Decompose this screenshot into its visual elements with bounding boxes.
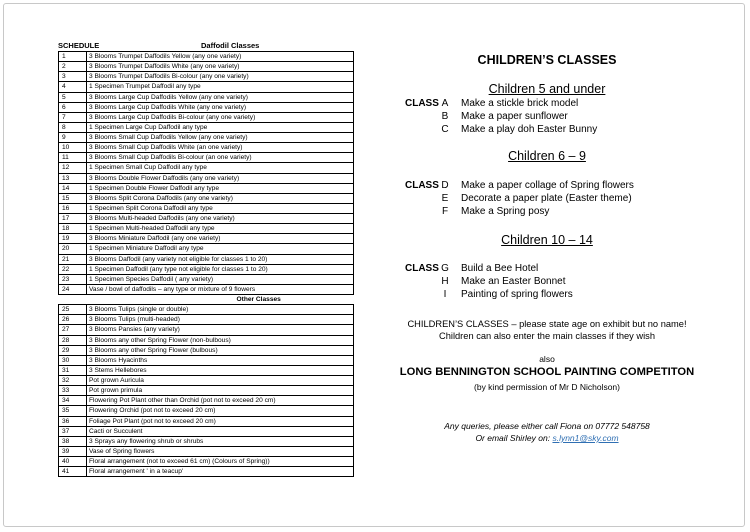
table-row	[59, 436, 354, 446]
class-letter: F	[441, 206, 449, 217]
class-number: 7	[59, 112, 87, 122]
class-number: 11	[59, 153, 87, 163]
query-line2-prefix: Or email Shirley on:	[475, 433, 551, 443]
childrens-note-line2: Children can also enter the main classes if they wish	[439, 331, 655, 341]
other-classes-heading: Other Classes	[236, 296, 281, 304]
table-row	[59, 446, 354, 456]
class-text: Make a paper sunflower	[461, 111, 568, 122]
class-description: Pot grown primula	[87, 386, 354, 396]
table-row	[59, 224, 354, 234]
table-row	[59, 193, 354, 203]
class-number: 8	[59, 122, 87, 132]
class-number: 37	[59, 426, 87, 436]
painting-competition-title: LONG BENNINGTON SCHOOL PAINTING COMPETITON	[399, 366, 695, 378]
childrens-note	[372, 318, 722, 342]
group-heading-6-9: Children 6 – 9	[508, 149, 586, 163]
class-number: 20	[59, 244, 87, 254]
class-description: Vase / bowl of daffodils – any type or mixture of 9 flowers	[87, 284, 354, 294]
class-text: Make an Easter Bonnet	[461, 276, 566, 287]
table-row	[59, 163, 354, 173]
class-number: 36	[59, 416, 87, 426]
class-number: 26	[59, 315, 87, 325]
daffodil-classes-heading: Daffodil Classes	[201, 41, 260, 50]
query-line2	[372, 432, 722, 444]
class-number: 19	[59, 234, 87, 244]
childrens-classes-title: CHILDREN’S CLASSES	[477, 53, 617, 67]
table-row	[59, 345, 354, 355]
class-number: 16	[59, 203, 87, 213]
class-description: 3 Blooms Small Cup Daffodils White (an one variety)	[87, 143, 354, 153]
group-heading-5-and-under: Children 5 and under	[488, 82, 606, 96]
class-number: 1	[59, 52, 87, 62]
schedule-label: SCHEDULE	[58, 41, 100, 50]
table-row	[59, 284, 354, 294]
table-row	[59, 112, 354, 122]
class-number: 29	[59, 345, 87, 355]
class-text: Make a Spring posy	[461, 206, 550, 217]
table-row	[59, 426, 354, 436]
table-row	[59, 244, 354, 254]
class-number: 27	[59, 325, 87, 335]
class-word: CLASS	[405, 263, 439, 274]
schedule-header	[58, 41, 354, 50]
class-description: Cacti or Succulent	[87, 426, 354, 436]
class-description: Floral arrangement (not to exceed 61 cm) (Colours of Spring))	[87, 457, 354, 467]
class-number: 6	[59, 102, 87, 112]
class-description: 3 Blooms Trumpet Daffodils Yellow (any one variety)	[87, 52, 354, 62]
query-line1: Any queries, please either call Fiona on 07772 548758	[444, 421, 650, 431]
class-number: 33	[59, 386, 87, 396]
class-number: 23	[59, 274, 87, 284]
table-row	[59, 315, 354, 325]
class-description: 3 Blooms Large Cup Daffodils White (any one variety)	[87, 102, 354, 112]
table-row	[59, 406, 354, 416]
class-description: 1 Specimen Multi-headed Daffodil any type	[87, 224, 354, 234]
class-number: 2	[59, 62, 87, 72]
table-row	[59, 376, 354, 386]
class-description: 3 Blooms Pansies (any variety)	[87, 325, 354, 335]
table-row	[59, 355, 354, 365]
also-label: also	[539, 354, 555, 364]
class-text: Painting of spring flowers	[461, 289, 573, 300]
class-description: 1 Specimen Daffodil (any type not eligible for classes 1 to 20)	[87, 264, 354, 274]
table-row	[59, 325, 354, 335]
class-number: 22	[59, 264, 87, 274]
class-number: 3	[59, 72, 87, 82]
class-description: 3 Blooms Small Cup Daffodils Yellow (any one variety)	[87, 133, 354, 143]
table-row	[59, 92, 354, 102]
email-link[interactable]: s.lynn1@sky.com	[552, 433, 619, 443]
table-row	[59, 467, 354, 477]
table-row	[59, 153, 354, 163]
class-text: Make a stickle brick model	[461, 98, 579, 109]
class-description: 3 Sprays any flowering shrub or shrubs	[87, 436, 354, 446]
class-description: 3 Blooms any other Spring Flower (non-bulbous)	[87, 335, 354, 345]
class-number: 4	[59, 82, 87, 92]
class-number: 24	[59, 284, 87, 294]
class-text: Decorate a paper plate (Easter theme)	[461, 193, 632, 204]
table-row	[59, 457, 354, 467]
class-description: 3 Blooms Small Cup Daffodils Bi-colour (an one variety)	[87, 153, 354, 163]
table-row	[59, 386, 354, 396]
class-letter: G	[441, 263, 449, 274]
class-description: 1 Specimen Large Cup Daffodil any type	[87, 122, 354, 132]
class-number: 15	[59, 193, 87, 203]
class-number: 31	[59, 365, 87, 375]
class-letter: D	[441, 180, 449, 191]
table-row	[59, 173, 354, 183]
class-description: 3 Blooms Daffodil (any variety not eligible for classes 1 to 20)	[87, 254, 354, 264]
queries-block	[372, 420, 722, 444]
class-description: 3 Blooms any other Spring Flower (bulbous)	[87, 345, 354, 355]
class-description: 1 Specimen Species Daffodil ( any variety)	[87, 274, 354, 284]
class-letter: E	[441, 193, 449, 204]
class-text: Make a paper collage of Spring flowers	[461, 180, 634, 191]
table-row	[59, 203, 354, 213]
class-description: 3 Blooms Tulips (multi-headed)	[87, 315, 354, 325]
table-row	[59, 264, 354, 274]
class-description: Flowering Pot Plant other than Orchid (pot not to exceed 20 cm)	[87, 396, 354, 406]
table-row	[59, 254, 354, 264]
class-number: 34	[59, 396, 87, 406]
group-heading-10-14: Children 10 – 14	[501, 233, 593, 247]
class-number: 39	[59, 446, 87, 456]
class-number: 21	[59, 254, 87, 264]
class-description: 1 Specimen Miniature Daffodil any type	[87, 244, 354, 254]
table-row	[59, 72, 354, 82]
table-row	[59, 183, 354, 193]
class-number: 5	[59, 92, 87, 102]
table-row	[59, 305, 354, 315]
class-number: 38	[59, 436, 87, 446]
class-description: 3 Blooms Large Cup Daffodils Bi-colour (any one variety)	[87, 112, 354, 122]
class-description: 3 Blooms Tulips (single or double)	[87, 305, 354, 315]
class-number: 32	[59, 376, 87, 386]
class-number: 14	[59, 183, 87, 193]
class-number: 10	[59, 143, 87, 153]
class-word: CLASS	[405, 98, 439, 109]
table-row	[59, 274, 354, 284]
class-description: 3 Blooms Double Flower Daffodils (any one variety)	[87, 173, 354, 183]
class-number: 25	[59, 305, 87, 315]
table-row	[59, 365, 354, 375]
table-row	[59, 62, 354, 72]
table-row	[59, 122, 354, 132]
class-description: Pot grown Auricula	[87, 376, 354, 386]
class-number: 12	[59, 163, 87, 173]
table-row	[59, 234, 354, 244]
table-row	[59, 416, 354, 426]
table-row	[59, 335, 354, 345]
childrens-note-line1: CHILDREN’S CLASSES – please state age on exhibit but no name!	[407, 319, 687, 329]
class-text: Make a play doh Easter Bunny	[461, 124, 598, 135]
class-number: 17	[59, 214, 87, 224]
table-row	[59, 102, 354, 112]
class-word: CLASS	[405, 180, 439, 191]
class-description: Floral arrangement ' in a teacup'	[87, 467, 354, 477]
class-description: 3 Blooms Split Corona Daffodils (any one variety)	[87, 193, 354, 203]
class-number: 18	[59, 224, 87, 234]
class-number: 28	[59, 335, 87, 345]
class-description: Foliage Pot Plant (pot not to exceed 20 cm)	[87, 416, 354, 426]
class-description: 3 Blooms Multi-headed Daffodils (any one variety)	[87, 214, 354, 224]
class-description: 1 Specimen Double Flower Daffodil any type	[87, 183, 354, 193]
class-letter: A	[441, 98, 449, 109]
table-row	[59, 143, 354, 153]
class-description: 3 Blooms Trumpet Daffodils Bi-colour (any one variety)	[87, 72, 354, 82]
class-description: 1 Specimen Small Cup Daffodil any type	[87, 163, 354, 173]
class-description: 3 Blooms Trumpet Daffodils White (any one variety)	[87, 62, 354, 72]
other-classes-row	[59, 295, 354, 305]
class-description: Vase of Spring flowers	[87, 446, 354, 456]
table-row	[59, 133, 354, 143]
class-description: 3 Stems Hellebores	[87, 365, 354, 375]
class-description: 3 Blooms Miniature Daffodil (any one variety)	[87, 234, 354, 244]
class-description: 1 Specimen Split Corona Daffodil any type	[87, 203, 354, 213]
class-letter: I	[443, 289, 447, 300]
schedule-table	[58, 51, 354, 477]
class-number: 9	[59, 133, 87, 143]
class-letter: B	[441, 111, 449, 122]
class-number: 13	[59, 173, 87, 183]
class-number: 41	[59, 467, 87, 477]
table-row	[59, 52, 354, 62]
class-description: 3 Blooms Large Cup Daffodils Yellow (any one variety)	[87, 92, 354, 102]
class-description: 3 Blooms Hyacinths	[87, 355, 354, 365]
class-description: Flowering Orchid (pot not to exceed 20 cm)	[87, 406, 354, 416]
table-row	[59, 82, 354, 92]
class-letter: C	[441, 124, 449, 135]
permission-note: (by kind permission of Mr D Nicholson)	[474, 382, 620, 392]
class-number: 40	[59, 457, 87, 467]
table-row	[59, 214, 354, 224]
class-text: Build a Bee Hotel	[461, 263, 539, 274]
class-description: 1 Specimen Trumpet Daffodil any type	[87, 82, 354, 92]
class-number: 35	[59, 406, 87, 416]
class-number: 30	[59, 355, 87, 365]
table-row	[59, 396, 354, 406]
class-letter: H	[441, 276, 449, 287]
